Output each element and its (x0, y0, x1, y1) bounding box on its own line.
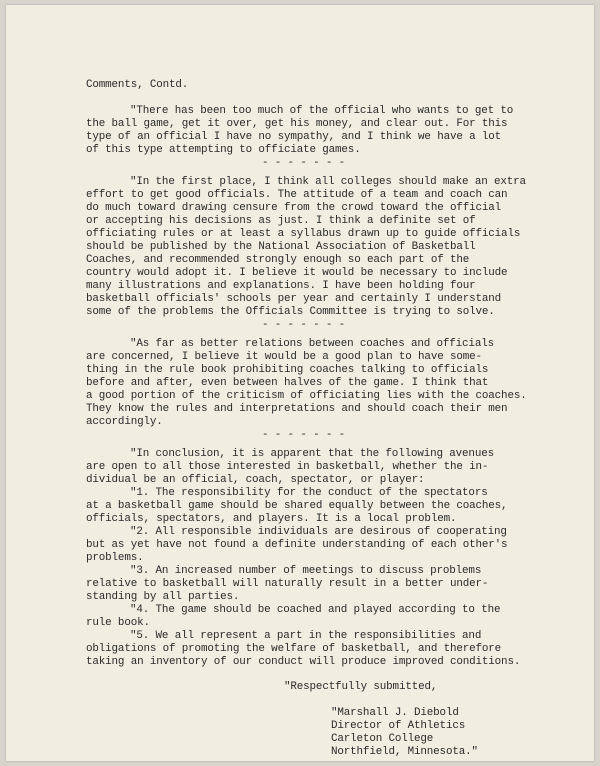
text-line: the ball game, get it over, get his money, and clear out. For this (86, 118, 508, 130)
text-line: standing by all parties. (86, 591, 240, 603)
text-line: at a basketball game should be shared equally between the coaches, (86, 500, 508, 512)
heading: Comments, Contd. (86, 79, 189, 91)
text-line: taking an inventory of our conduct will produce improved conditions. (86, 656, 521, 668)
separator: - - - - - - - (262, 429, 346, 441)
text-line: dividual be an official, coach, spectator, or player: (86, 474, 425, 486)
text-line: do much toward drawing censure from the crowd toward the official (86, 202, 502, 214)
text-line: "In conclusion, it is apparent that the following avenues (130, 448, 494, 460)
separator: - - - - - - - (262, 319, 346, 331)
text-line: problems. (86, 552, 144, 564)
text-line: should be published by the National Association of Basketball (86, 241, 476, 253)
separator: - - - - - - - (262, 157, 346, 169)
text-line: but as yet have not found a definite understanding of each other's (86, 539, 508, 551)
paragraph-2 (86, 176, 556, 319)
document-body (86, 79, 556, 759)
paragraph-4 (86, 448, 556, 669)
text-line: "There has been too much of the official who wants to get to (130, 105, 514, 117)
text-line: of this type attempting to officiate games. (86, 144, 361, 156)
text-line: They know the rules and interpretations and should coach their men (86, 403, 508, 415)
text-line: accordingly. (86, 416, 163, 428)
text-line: thing in the rule book prohibiting coaches talking to officials (86, 364, 489, 376)
text-line: officiating rules or at least a syllabus drawn up to guide officials (86, 228, 521, 240)
text-line: "In the first place, I think all colleges should make an extra (130, 176, 526, 188)
text-line: effort to get good officials. The attitude of a team and coach can (86, 189, 508, 201)
signature-block (86, 681, 556, 759)
paragraph-1 (86, 105, 556, 157)
text-line: country would adopt it. I believe it would be necessary to include (86, 267, 508, 279)
list-item-5: "5. We all represent a part in the responsibilities and (130, 630, 482, 642)
document-page (6, 5, 594, 761)
paragraph-3 (86, 338, 556, 429)
signature-institution: Carleton College (331, 733, 434, 745)
text-line: rule book. (86, 617, 150, 629)
text-line: obligations of promoting the welfare of basketball, and therefore (86, 643, 502, 655)
text-line: many illustrations and explanations. I have been holding four (86, 280, 476, 292)
signature-location: Northfield, Minnesota." (331, 746, 478, 758)
text-line: officials, spectators, and players. It is a local problem. (86, 513, 457, 525)
text-line: a good portion of the criticism of officiating lies with the coaches. (86, 390, 527, 402)
signature-title: Director of Athletics (331, 720, 466, 732)
text-line: are concerned, I believe it would be a good plan to have some- (86, 351, 482, 363)
closing-line: "Respectfully submitted, (284, 681, 438, 693)
text-line: Coaches, and recommended strongly enough so each part of the (86, 254, 470, 266)
text-line: type of an official I have no sympathy, and I think we have a lot (86, 131, 502, 143)
list-item-2: "2. All responsible individuals are desirous of cooperating (130, 526, 507, 538)
text-line: relative to basketball will naturally result in a better under- (86, 578, 489, 590)
list-item-4: "4. The game should be coached and played according to the (130, 604, 501, 616)
text-line: basketball officials' schools per year and certainly I understand (86, 293, 502, 305)
list-item-1: "1. The responsibility for the conduct of the spectators (130, 487, 488, 499)
text-line: or accepting his decisions as just. I think a definite set of (86, 215, 476, 227)
text-line: "As far as better relations between coaches and officials (130, 338, 494, 350)
text-line: some of the problems the Officials Committee is trying to solve. (86, 306, 495, 318)
text-line: are open to all those interested in basketball, whether the in- (86, 461, 489, 473)
signature-name: "Marshall J. Diebold (331, 707, 459, 719)
text-line: before and after, even between halves of the game. I think that (86, 377, 489, 389)
list-item-3: "3. An increased number of meetings to discuss problems (130, 565, 482, 577)
